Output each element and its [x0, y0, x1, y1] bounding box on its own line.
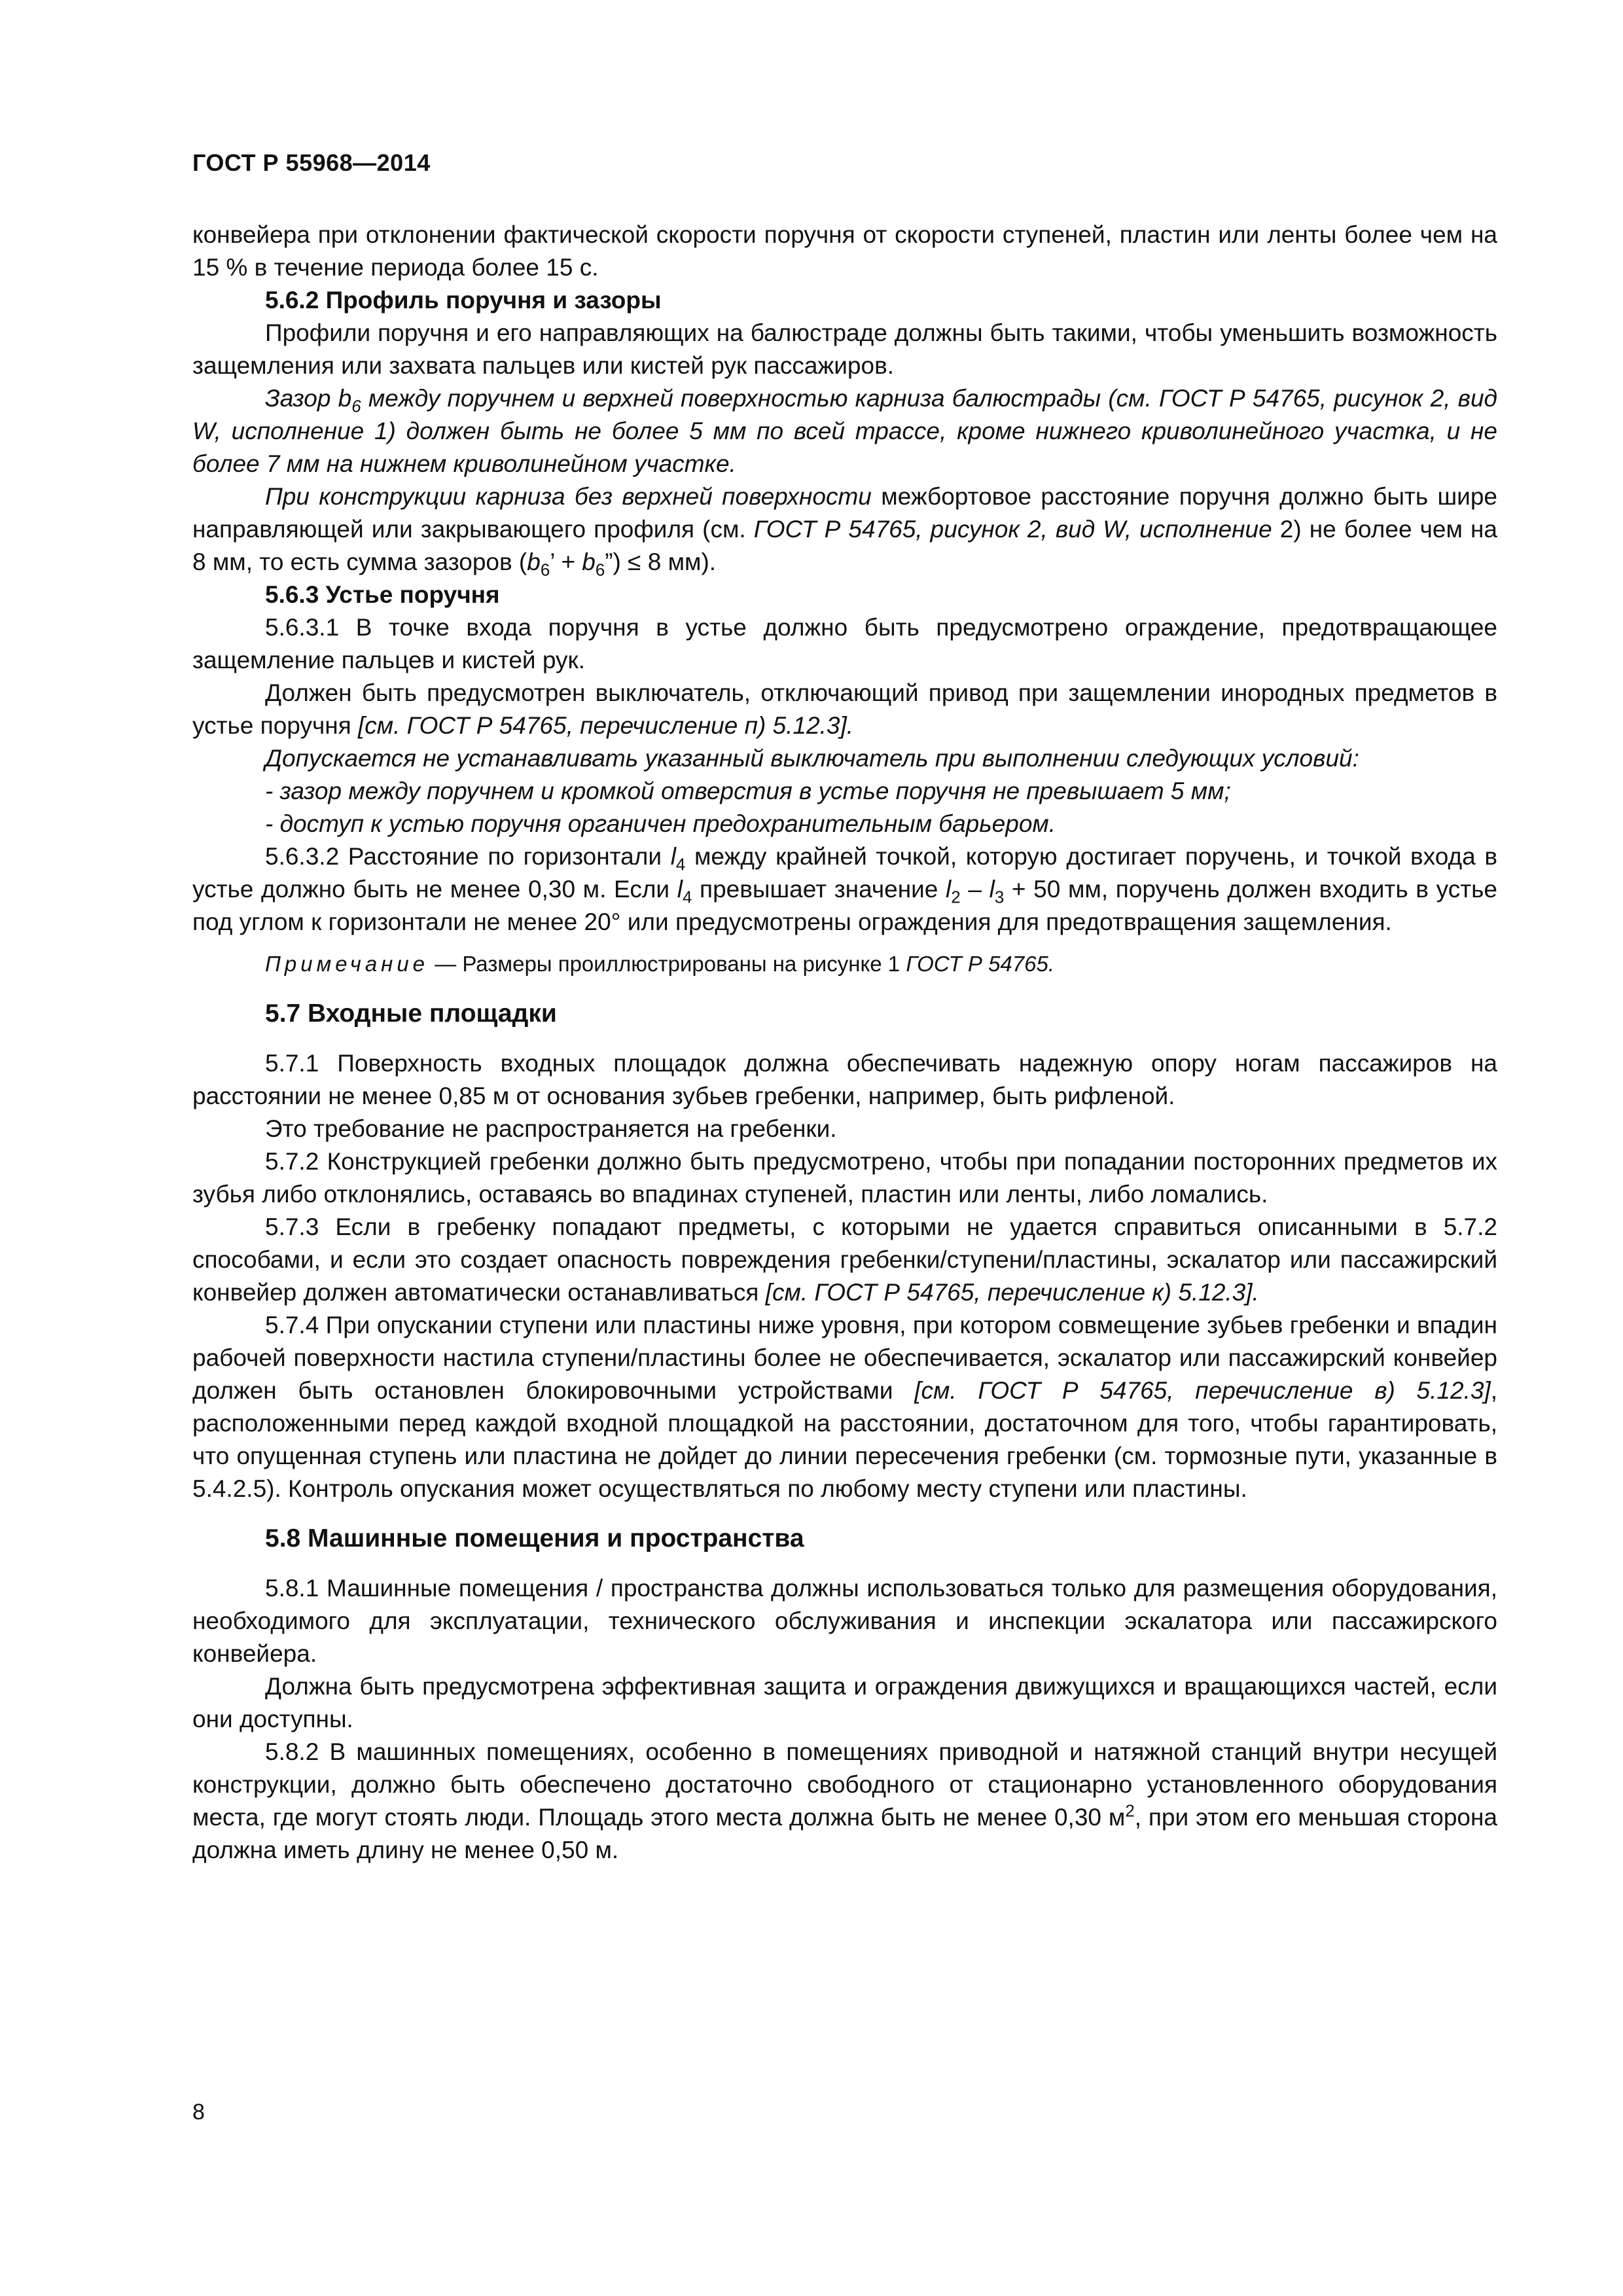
paragraph: 5.7.3 Если в гребенку попадают предметы, с которыми не удается справиться описанными в 5.7.2 способами, и если это создает опасность повреждения гребенки/ступени/пластины, эскалатор или пассажирский конвейер должен автоматически останавливаться [см. ГОСТ Р 54765, перечисление к) 5.12.3].: [192, 1213, 1497, 1306]
document-body: [192, 219, 1497, 1867]
paragraph: 5.8.2 В машинных помещениях, особенно в помещениях приводной и натяжной станций внутри несущей конструкции, должно быть обеспечено достаточно свободного от стационарно установленного оборудования места, где могут стоять люди. Площадь этого места должна быть не менее 0,30 $м^2$, при этом его меньшая сторона должна иметь длину не менее 0,50 м.: [192, 1738, 1497, 1863]
heading-5-8: 5.8 Машинные помещения и пространства: [265, 1524, 804, 1552]
paragraph: Это требование не распространяется на гребенки.: [265, 1115, 837, 1142]
page-number: 8: [192, 2100, 205, 2125]
heading-5-6-2: 5.6.2 Профиль поручня и зазоры: [265, 287, 662, 314]
list-item: - зазор между поручнем и кромкой отверстия в устье поручня не превышает 5 мм;: [265, 778, 1231, 804]
paragraph-distance-l4: 5.6.3.2 Расстояние по горизонтали $l_4$ между крайней точкой, которую достигает поручень, и точкой входа в устье должно быть не менее 0,30 м. Если $l_4$ превышает значение $l_2 - l_3 + 50$ мм, поручень должен входить в устье под углом к горизонтали не менее 20° или предусмотрены ограждения для предотвращения защемления.: [192, 843, 1498, 935]
paragraph-cornice: При конструкции карниза без верхней поверхности межбортовое расстояние поручня должно быть шире направляющей или закрывающего профиля (см. ГОСТ Р 54765, рисунок 2, вид W, исполнение 2) не более чем на 8 мм, то есть сумма зазоров ($b_6$’ + $b_6”) \le 8$ мм).: [192, 483, 1498, 580]
document-header: ГОСТ Р 55968—2014: [192, 149, 431, 176]
note: Примечание — Размеры проиллюстрированы на рисунке 1 ГОСТ Р 54765.: [265, 952, 1055, 976]
paragraph: Профили поручня и его направляющих на балюстраде должны быть такими, чтобы уменьшить возможность защемления или захвата пальцев или кистей рук пассажиров.: [192, 319, 1497, 379]
paragraph-gap-b6: Зазор $b_6$ между поручнем и верхней поверхностью карниза балюстрады (см. ГОСТ Р 54765, рисунок 2, вид W, исполнение 1) должен быть не более 5 мм по всей трассе, кроме нижнего криволинейного участка, и не более 7 мм на нижнем криволинейном участке.: [192, 385, 1497, 477]
paragraph-continuation: конвейера при отклонении фактической скорости поручня от скорости ступеней, пластин или ленты более чем на 15 % в течение периода более 15 с.: [192, 221, 1497, 281]
paragraph: 5.7.4 При опускании ступени или пластины ниже уровня, при котором совмещение зубьев гребенки и впадин рабочей поверхности настила ступени/пластины более не обеспечивается, эскалатор или пассажирский конвейер должен быть остановлен блокировочными устройствами [см. ГОСТ Р 54765, перечисление в) 5.12.3], расположенными перед каждой входной площадкой на расстоянии, достаточном для того, чтобы гарантировать, что опущенная ступень или пластина не дойдет до линии пересечения гребенки (см. тормозные пути, указанные в 5.4.2.5). Контроль опускания может осуществляться по любому месту ступени или пластины.: [192, 1312, 1497, 1502]
paragraph: 5.7.2 Конструкцией гребенки должно быть предусмотрено, чтобы при попадании посторонних предметов их зубья либо отклонялись, оставаясь во впадинах ступеней, пластин или ленты, либо ломались.: [192, 1148, 1497, 1208]
list-item: - доступ к устью поручня органичен предохранительным барьером.: [265, 810, 1056, 837]
heading-5-7: 5.7 Входные площадки: [265, 999, 557, 1028]
heading-5-6-3: 5.6.3 Устье поручня: [265, 581, 500, 608]
paragraph: 5.8.1 Машинные помещения / пространства должны использоваться только для размещения оборудования, необходимого для эксплуатации, технического обслуживания и инспекции эскалатора или пассажирского конвейера.: [192, 1575, 1497, 1667]
paragraph: Должен быть предусмотрен выключатель, отключающий привод при защемлении инородных предметов в устье поручня [см. ГОСТ Р 54765, перечисление п) 5.12.3].: [192, 679, 1497, 739]
paragraph: Должна быть предусмотрена эффективная защита и ограждения движущихся и вращающихся частей, если они доступны.: [192, 1673, 1497, 1732]
paragraph: Допускается не устанавливать указанный выключатель при выполнении следующих условий:: [265, 745, 1359, 772]
paragraph: 5.7.1 Поверхность входных площадок должна обеспечивать надежную опору ногам пассажиров на расстоянии не менее 0,85 м от основания зубьев гребенки, например, быть рифленой.: [192, 1050, 1497, 1109]
paragraph: 5.6.3.1 В точке входа поручня в устье должно быть предусмотрено ограждение, предотвращающее защемление пальцев и кистей рук.: [192, 614, 1497, 673]
